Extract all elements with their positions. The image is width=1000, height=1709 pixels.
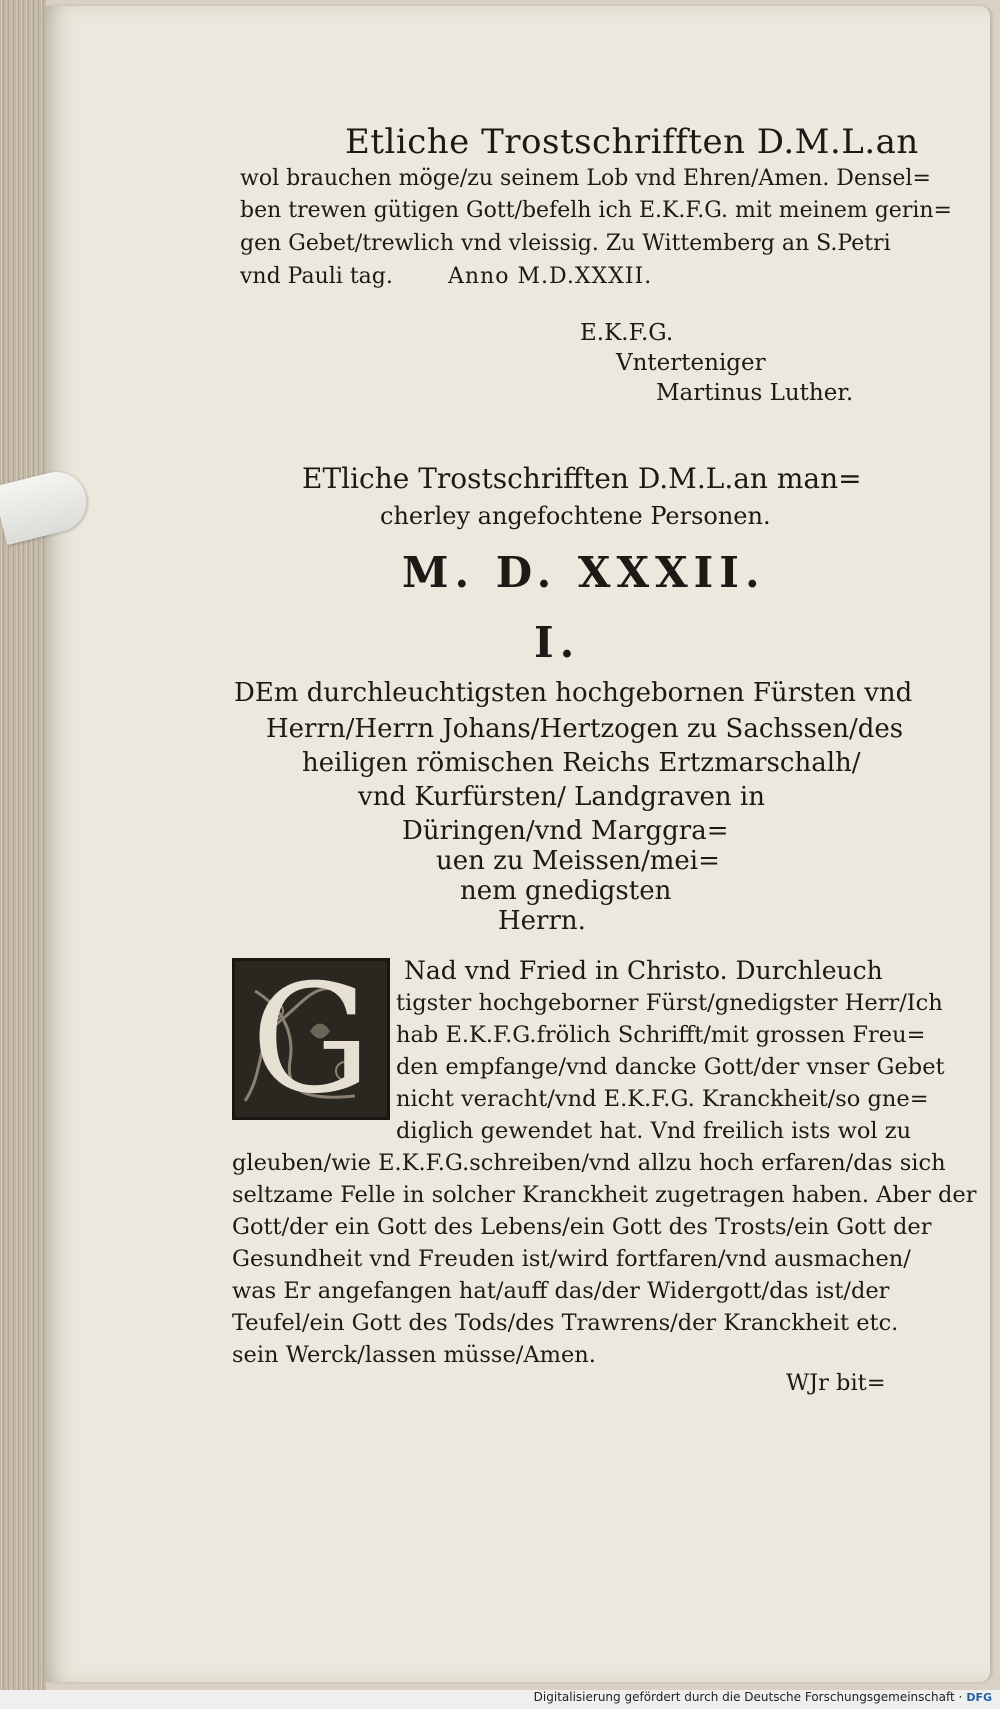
credit-text: Digitalisierung gefördert durch die Deutsche Forschungsgemeinschaft ·: [533, 1690, 963, 1704]
address-line: Düringen/vnd Marggra=: [402, 816, 729, 846]
address-line: uen zu Meissen/mei=: [436, 846, 720, 876]
address-line: DEm durchleuchtigsten hochgebornen Fürsten vnd: [234, 678, 913, 708]
body-line: sein Werck/lassen müsse/Amen.: [232, 1342, 596, 1368]
section-title: cherley angefochtene Personen.: [380, 502, 771, 530]
running-header: Etliche Trostschrifften D.M.L.an: [345, 122, 919, 162]
closing-line: ben trewen gütigen Gott/befelh ich E.K.F.G. mit meinem gerin=: [240, 198, 952, 223]
body-line: tigster hochgeborner Fürst/gnedigster Herr/Ich: [396, 990, 943, 1016]
signature-name: Martinus Luther.: [656, 380, 854, 406]
catchword: WJr bit=: [786, 1370, 886, 1396]
body-line: Teufel/ein Gott des Tods/des Trawrens/der Kranckheit etc.: [232, 1310, 899, 1336]
address-line: Herrn.: [498, 906, 586, 936]
body-line: was Er angefangen hat/auff das/der Widergott/das ist/der: [232, 1278, 890, 1304]
ornamental-initial: [232, 953, 390, 1127]
dfg-logo: DFG: [966, 1691, 992, 1704]
page-edges: [0, 0, 46, 1690]
closing-line: vnd Pauli tag.: [240, 264, 393, 289]
body-line: diglich gewendet hat. Vnd freilich ists wol zu: [396, 1118, 912, 1144]
section-title: ETliche Trostschrifften D.M.L.an man=: [302, 462, 862, 495]
closing-line: wol brauchen möge/zu seinem Lob vnd Ehren/Amen. Densel=: [240, 166, 931, 191]
body-line: den empfange/vnd dancke Gott/der vnser Gebet: [396, 1054, 945, 1080]
digitization-credit: [534, 1690, 992, 1704]
date-line: Anno M.D.XXXII.: [448, 264, 653, 289]
address-line: nem gnedigsten: [460, 876, 672, 906]
body-line: seltzame Felle in solcher Kranckheit zugetragen haben. Aber der: [232, 1182, 977, 1208]
address-line: heiligen römischen Reichs Ertzmarschalh/: [302, 748, 861, 778]
closing-line: gen Gebet/trewlich vnd vleissig. Zu Wittemberg an S.Petri: [240, 231, 891, 256]
body-line: Nad vnd Fried in Christo. Durchleuch: [404, 956, 883, 985]
body-line: Gott/der ein Gott des Lebens/ein Gott des Trosts/ein Gott der: [232, 1214, 932, 1240]
address-line: vnd Kurfürsten/ Landgraven in: [358, 782, 765, 812]
letter-numeral: I.: [534, 618, 581, 667]
signature-humble: Vnterteniger: [616, 350, 766, 376]
year-heading: M. D. XXXII.: [402, 548, 766, 597]
body-line: nicht veracht/vnd E.K.F.G. Kranckheit/so gne=: [396, 1086, 929, 1112]
initial-letter: G: [251, 953, 371, 1127]
body-line: Gesundheit vnd Freuden ist/wird fortfaren/vnd ausmachen/: [232, 1246, 911, 1272]
signature-address: E.K.F.G.: [580, 320, 674, 346]
body-line: hab E.K.F.G.frölich Schrifft/mit grossen Freu=: [396, 1022, 926, 1048]
address-line: Herrn/Herrn Johans/Hertzogen zu Sachssen/des: [266, 714, 904, 744]
body-line: gleuben/wie E.K.F.G.schreiben/vnd allzu hoch erfaren/das sich: [232, 1150, 946, 1176]
